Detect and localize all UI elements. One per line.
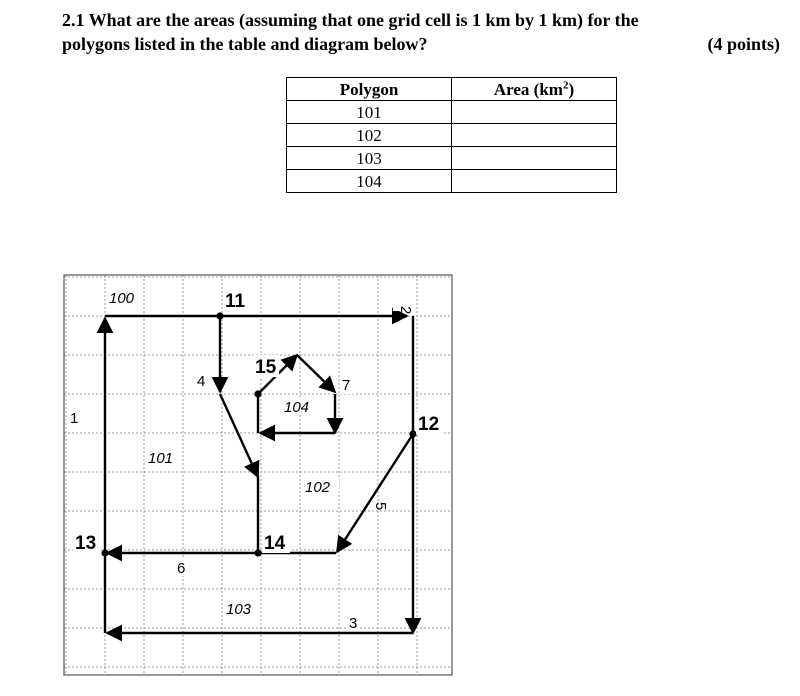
node-label-14: 14 [264, 533, 286, 554]
header-area: Area $(km^2)$ [452, 78, 617, 101]
area-cell[interactable] [452, 124, 617, 147]
polygon-label-103: 103 [226, 601, 252, 618]
arc-5 [337, 434, 413, 552]
arc-7 [297, 355, 335, 392]
arc-labels [67, 293, 414, 632]
polygon-grid-diagram [62, 270, 454, 678]
question-line-2: polygons listed in the table and diagram below? [62, 34, 428, 54]
table-row [287, 101, 617, 124]
table-row [287, 170, 617, 193]
node-label-11: 11 [225, 291, 246, 312]
polygon-labels [107, 288, 339, 618]
polygon-id-cell: 101 [287, 101, 452, 124]
polygon-label-101: 101 [148, 450, 174, 467]
polygon-label-100: 100 [109, 290, 135, 307]
polygon-id-cell: 103 [287, 147, 452, 170]
table-row [287, 124, 617, 147]
node-label-15: 15 [255, 357, 277, 378]
node-12-dot [409, 430, 416, 437]
polygon-id-cell: 102 [287, 124, 452, 147]
question-line-1: 2.1 What are the areas (assuming that one grid cell is 1 km by 1 km) for the [62, 10, 639, 30]
table-header-row [287, 78, 617, 101]
arc-label-6: 6 [177, 560, 186, 577]
areas-table [286, 77, 617, 193]
question-text [62, 8, 780, 56]
node-15-dot [254, 390, 261, 397]
arc-4b [220, 394, 258, 477]
area-cell[interactable] [452, 170, 617, 193]
node-label-13: 13 [75, 533, 97, 554]
arc-label-3: 3 [349, 615, 358, 632]
polygon-id-cell: 104 [287, 170, 452, 193]
header-polygon: Polygon [287, 78, 452, 101]
table-row [287, 147, 617, 170]
area-cell[interactable] [452, 147, 617, 170]
node-14-dot [254, 549, 261, 556]
arc-label-1: 1 [70, 410, 79, 427]
area-cell[interactable] [452, 101, 617, 124]
polygon-label-104: 104 [284, 399, 310, 416]
question-points: (4 points) [707, 34, 780, 54]
arc-label-2: 2 [397, 306, 414, 315]
node-11-dot [216, 312, 223, 319]
arc-label-5: 5 [372, 502, 389, 511]
node-13-dot [101, 549, 108, 556]
arc-label-4: 4 [197, 373, 206, 390]
arc-label-7: 7 [342, 377, 351, 394]
node-label-12: 12 [418, 414, 440, 435]
polygon-label-102: 102 [305, 479, 331, 496]
